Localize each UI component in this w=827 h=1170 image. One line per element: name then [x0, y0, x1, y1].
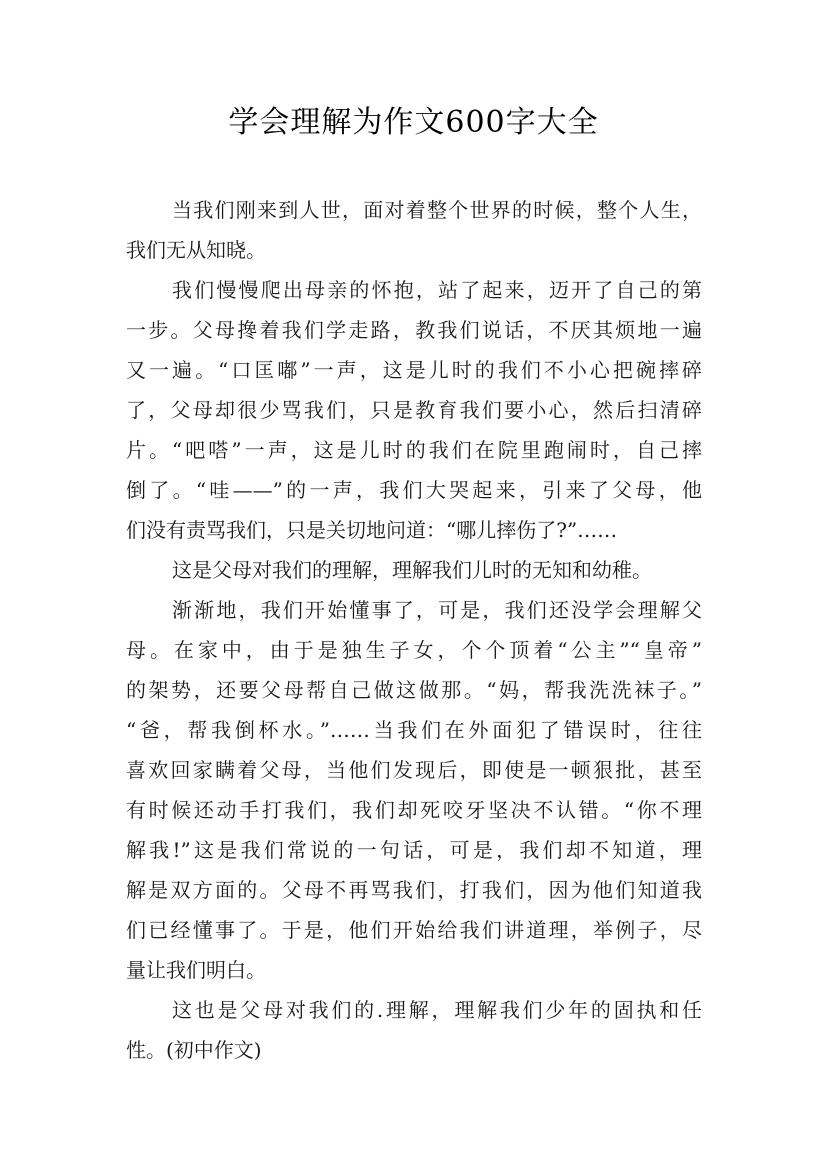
text-line: 解是双方面的。父母不再骂我们，打我们，因为他们知道我	[126, 878, 702, 902]
text-line: 有时候还动手打我们，我们却死咬牙坚决不认错。“你不理	[126, 798, 702, 822]
text-line: 我们慢慢爬出母亲的怀抱，站了起来，迈开了自己的第	[172, 278, 702, 302]
text-line: 一步。父母搀着我们学走路，教我们说话，不厌其烦地一遍	[126, 318, 702, 342]
text-line: 解我!”这是我们常说的一句话，可是，我们却不知道，理	[126, 838, 702, 862]
text-line: 这是父母对我们的理解，理解我们儿时的无知和幼稚。	[172, 558, 652, 582]
text-line: 倒了。“哇——”的一声，我们大哭起来，引来了父母，他	[126, 478, 702, 502]
text-line: 性。(初中作文)	[126, 1038, 262, 1062]
text-line: 们没有责骂我们，只是关切地问道：“哪儿摔伤了?”……	[126, 518, 618, 542]
text-line: 又一遍。“口匡嘟”一声，这是儿时的我们不小心把碗摔碎	[126, 358, 702, 382]
text-line: “爸，帮我倒杯水。”……当我们在外面犯了错误时，往往	[126, 718, 702, 742]
text-line: 渐渐地，我们开始懂事了，可是，我们还没学会理解父	[172, 598, 702, 622]
text-line: 当我们刚来到人世，面对着整个世界的时候，整个人生，	[172, 198, 702, 222]
text-line: 了，父母却很少骂我们，只是教育我们要小心，然后扫清碎	[126, 398, 702, 422]
text-line: 们已经懂事了。于是，他们开始给我们讲道理，举例子，尽	[126, 918, 702, 942]
text-line: 片。“吧嗒”一声，这是儿时的我们在院里跑闹时，自己摔	[126, 438, 702, 462]
text-line: 量让我们明白。	[126, 958, 266, 982]
text-line: 母。在家中，由于是独生子女，个个顶着“公主”“皇帝”	[126, 638, 702, 662]
text-line: 这也是父母对我们的.理解，理解我们少年的固执和任	[172, 998, 702, 1022]
text-line: 的架势，还要父母帮自己做这做那。“妈，帮我洗洗袜子。”	[126, 678, 702, 702]
text-line: 我们无从知晓。	[126, 238, 266, 262]
essay-title: 学会理解为作文600字大全	[228, 105, 599, 140]
text-line: 喜欢回家瞒着父母，当他们发现后，即使是一顿狠批，甚至	[126, 758, 702, 782]
